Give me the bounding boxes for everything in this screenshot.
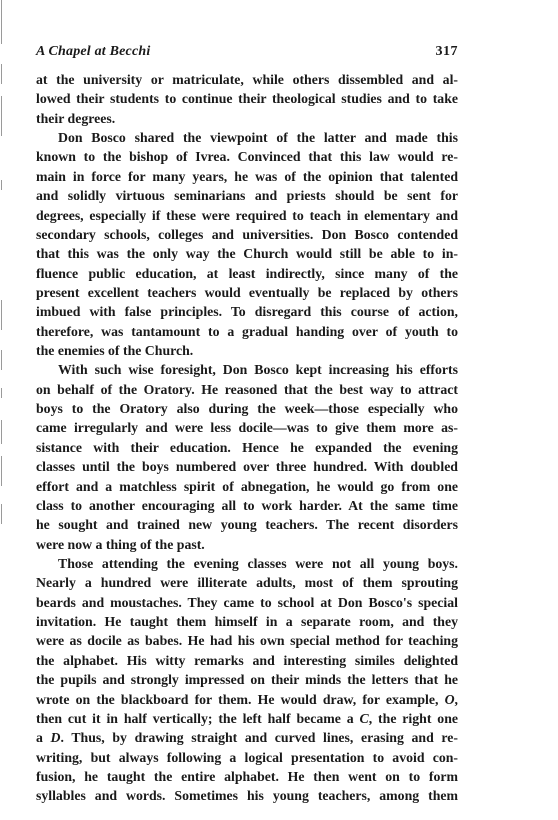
- text-line: wrote on the blackboard for them. He would draw, for example, O,: [36, 691, 458, 707]
- text-line: fluence public education, at least indirectly, since many of the: [36, 265, 458, 281]
- text-line: boys to the Oratory also during the week—those especially who: [36, 401, 458, 417]
- text-line: and solidly virtuous seminarians and priests should be sent for: [36, 188, 458, 204]
- text-line: fusion, he taught the entire alphabet. He then went on to form: [36, 768, 458, 784]
- text-line: Nearly a hundred were illiterate adults, most of them sprouting: [36, 575, 458, 591]
- running-title: A Chapel at Becchi: [36, 44, 151, 59]
- text-line: class to another encouraging all to work harder. At the same time: [36, 497, 458, 513]
- scan-mark: [1, 300, 2, 330]
- text-line: writing, but always following a logical presentation to avoid con-: [36, 749, 458, 765]
- text-line: the alphabet. His witty remarks and interesting similes delighted: [36, 652, 458, 668]
- body-text: [36, 70, 458, 806]
- text-line: Those attending the evening classes were not all young boys.: [58, 555, 458, 571]
- scan-mark: [1, 388, 2, 398]
- scan-mark: [1, 420, 2, 444]
- text-line: syllables and words. Sometimes his young teachers, among them: [36, 788, 458, 804]
- scan-mark: [1, 0, 2, 44]
- text-line: secondary schools, colleges and universities. Don Bosco contended: [36, 226, 458, 242]
- text-line: a D. Thus, by drawing straight and curved lines, erasing and re-: [36, 730, 458, 746]
- text-line: Don Bosco shared the viewpoint of the latter and made this: [58, 130, 458, 146]
- page-header: [36, 44, 458, 64]
- scan-mark: [1, 456, 2, 486]
- scan-mark: [1, 180, 2, 190]
- text-line: With such wise foresight, Don Bosco kept increasing his efforts: [58, 362, 458, 378]
- text-line: sistance with their education. Hence he expanded the evening: [36, 439, 458, 455]
- text-line: main in force for many years, he was of the opinion that talented: [36, 168, 458, 184]
- text-line: lowed their students to continue their theological studies and to take: [36, 91, 458, 107]
- page-number: 317: [435, 44, 458, 59]
- text-line: present excellent teachers would eventually be replaced by others: [36, 284, 458, 300]
- scan-mark: [1, 504, 2, 524]
- text-line: came irregularly and were less docile—was to give them more as-: [36, 420, 458, 436]
- page-edge-scan-marks: [0, 0, 3, 820]
- text-line: that this was the only way the Church would still be able to in-: [36, 246, 458, 262]
- text-line: known to the bishop of Ivrea. Convinced that this law would re-: [36, 149, 458, 165]
- text-line: were as docile as babes. He had his own special method for teaching: [36, 633, 458, 649]
- text-line: he sought and trained new young teachers. The recent disorders: [36, 517, 458, 533]
- text-line: beards and moustaches. They came to school at Don Bosco's special: [36, 594, 458, 610]
- text-line: on behalf of the Oratory. He reasoned that the best way to attract: [36, 381, 458, 397]
- text-line: therefore, was tantamount to a gradual handing over of youth to: [36, 323, 458, 339]
- text-line: degrees, especially if these were required to teach in elementary and: [36, 207, 458, 223]
- text-line: the enemies of the Church.: [36, 343, 194, 359]
- text-line: then cut it in half vertically; the left half became a C, the right one: [36, 710, 458, 726]
- text-line: imbued with false principles. To disregard this course of action,: [36, 304, 458, 320]
- text-line: at the university or matriculate, while others dissembled and al-: [36, 72, 458, 87]
- scan-mark: [1, 350, 2, 370]
- text-line: the pupils and strongly impressed on their minds the letters that he: [36, 672, 458, 688]
- text-line: invitation. He taught them himself in a separate room, and they: [36, 614, 458, 630]
- scan-mark: [1, 64, 2, 84]
- scan-mark: [1, 96, 2, 136]
- text-line: classes until the boys numbered over three hundred. With doubled: [36, 459, 458, 475]
- text-line: effort and a matchless spirit of abnegation, he would go from one: [36, 478, 458, 494]
- text-line: their degrees.: [36, 110, 116, 126]
- text-line: were now a thing of the past.: [36, 536, 205, 552]
